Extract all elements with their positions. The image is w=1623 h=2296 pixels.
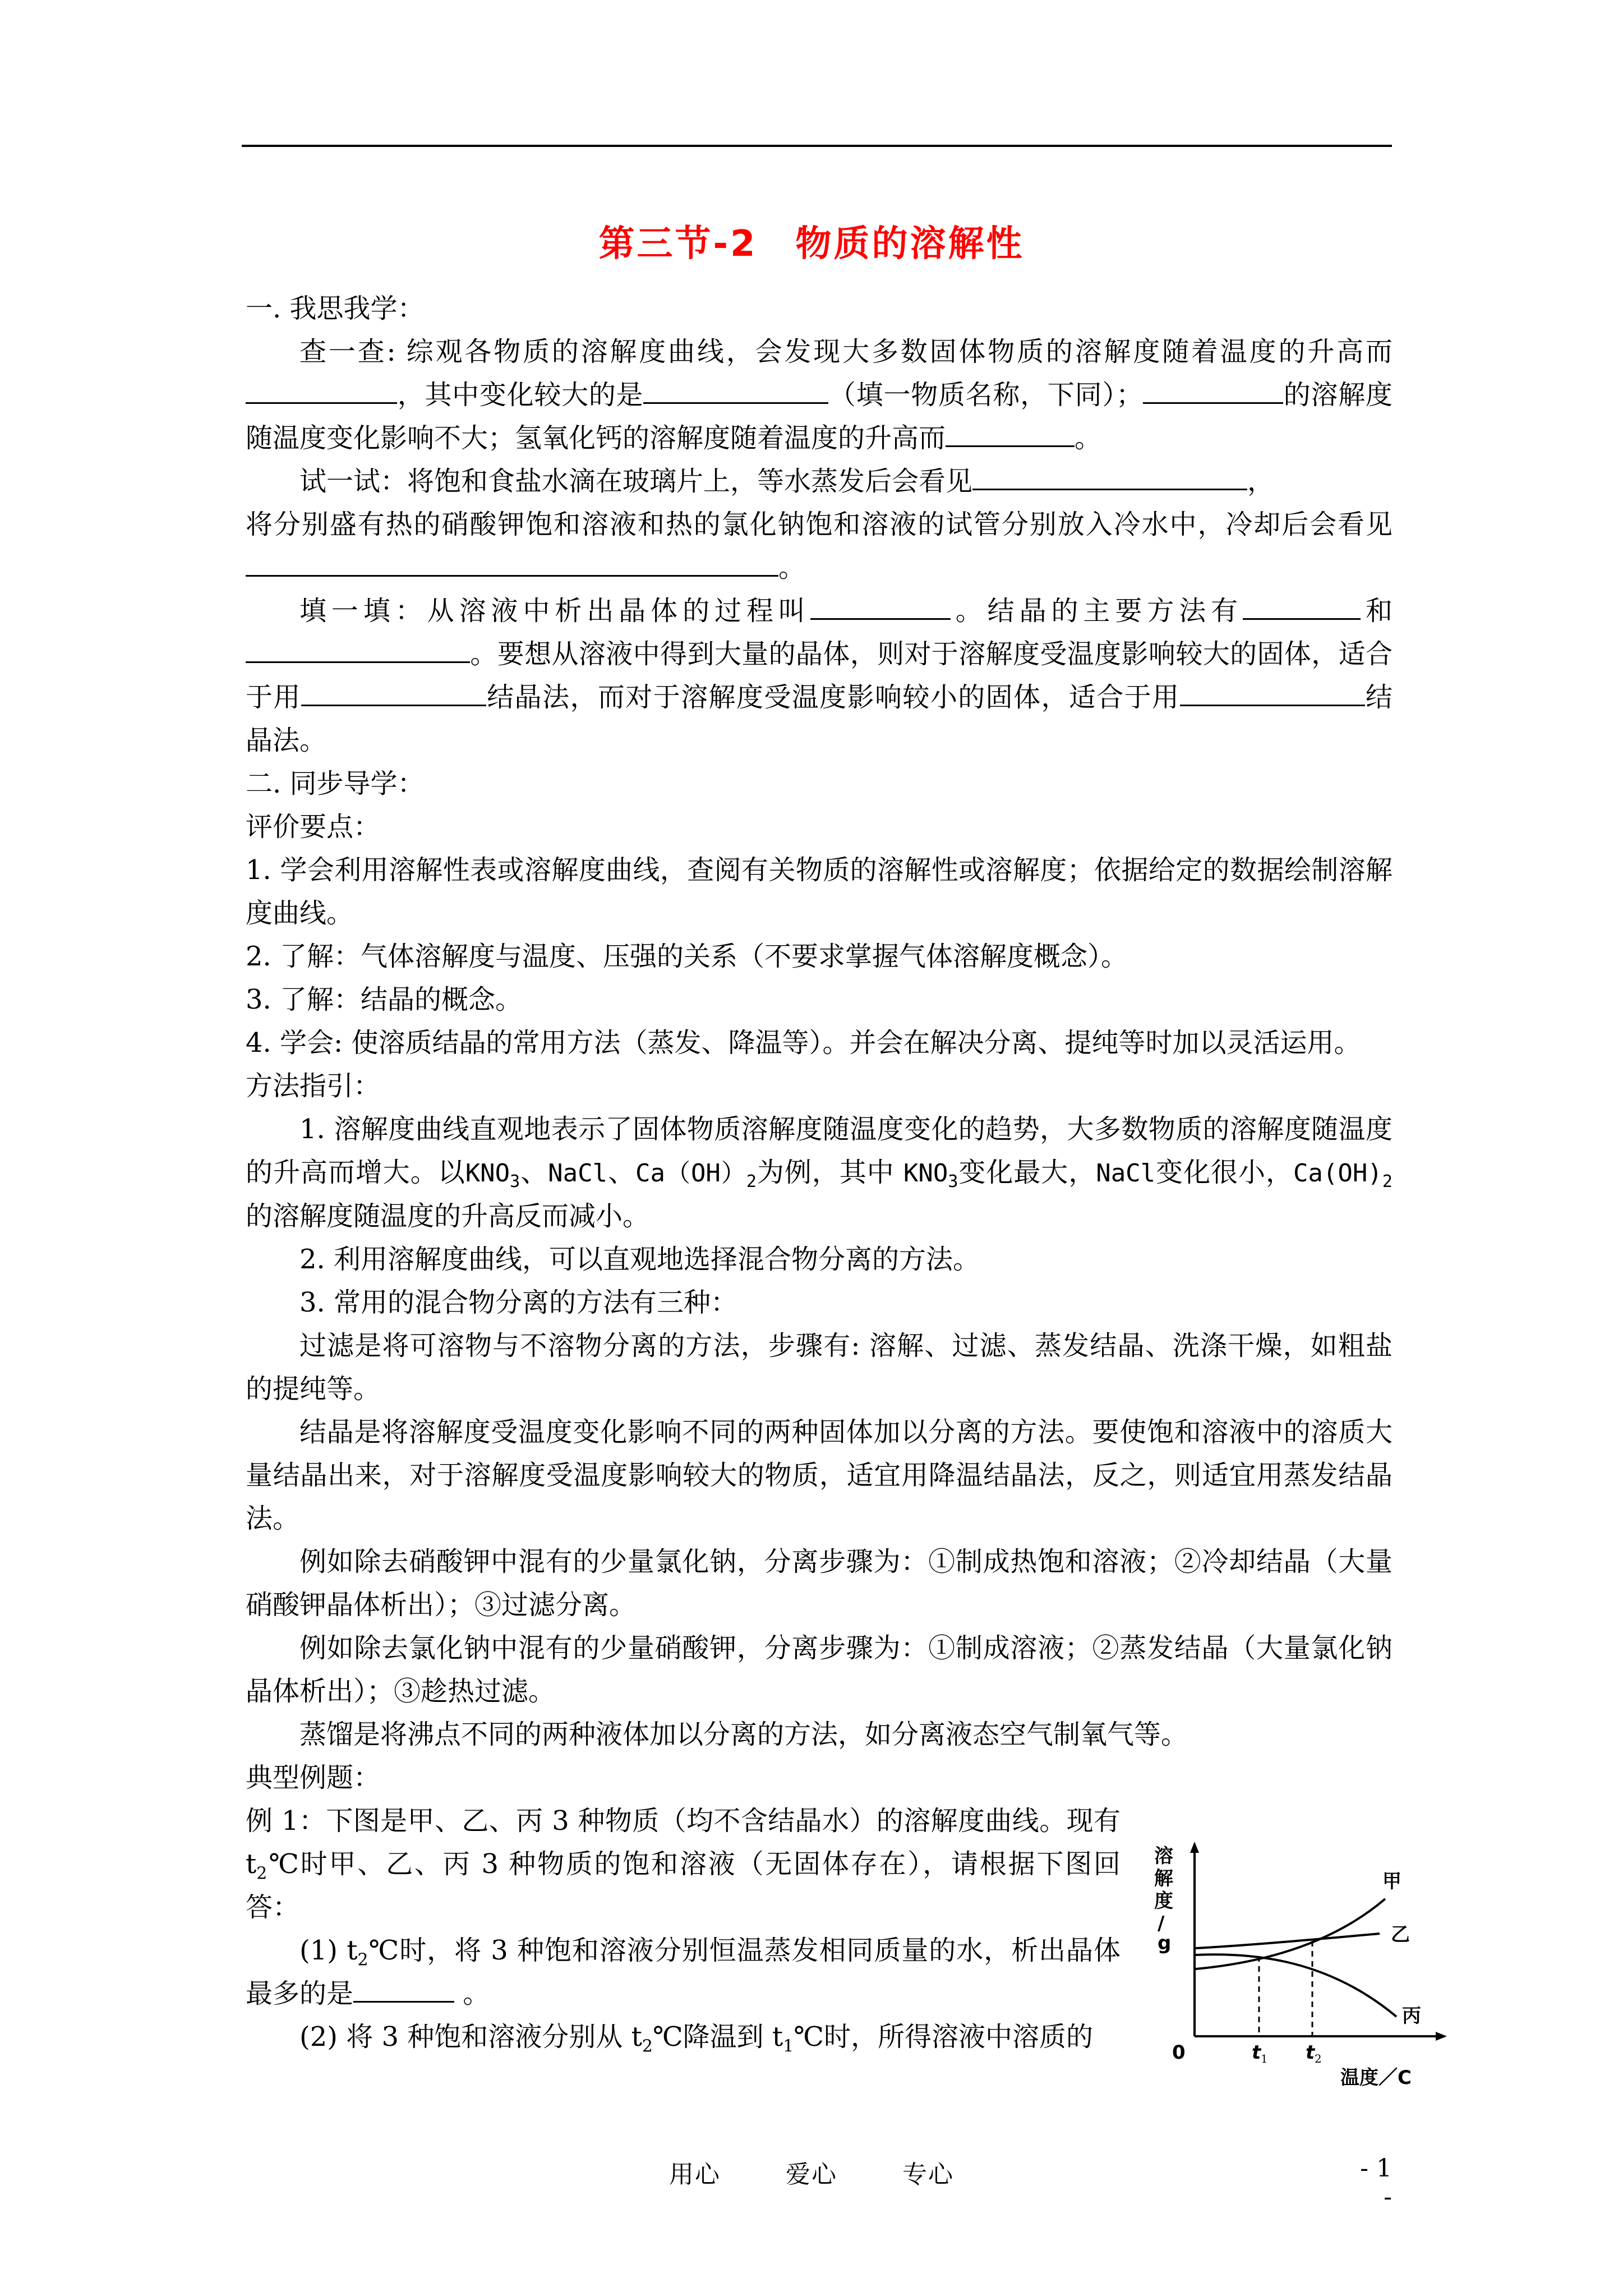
answer-blank[interactable] [1180,679,1365,706]
question-2-text-a: (2) 将 3 种饱和溶液分别从 t [299,2021,642,2053]
answer-blank[interactable] [301,679,486,706]
answer-blank[interactable] [246,636,470,663]
curve-bing [1196,1954,1396,2017]
section1-heading: 一. 我思我学： [246,293,425,324]
answer-blank[interactable] [972,463,1247,490]
header-rule [242,145,1392,147]
distill-paragraph: 蒸馏是将沸点不同的两种液体加以分离的方法，如分离液态空气制氧气等。 [299,1719,1188,1750]
eval-point: 3. 了解：结晶的概念。 [246,984,523,1015]
x-axis-label: 温度／C [1340,2067,1412,2089]
answer-blank[interactable] [1243,592,1361,620]
fill-text-f: 结晶法。 [246,682,1393,756]
formula-kno3-base: KNO [903,1159,948,1188]
paragraph-fill [246,590,1393,762]
formula-caoh-base: Ca（OH） [635,1159,746,1188]
example-1-block [246,1800,1121,2059]
subscript: 1 [783,2036,794,2056]
formula-caoh2-base: Ca(OH) [1293,1159,1382,1188]
formula-kno3 [465,1159,520,1191]
answer-blank[interactable] [246,549,778,577]
answer-blank[interactable] [246,376,397,404]
formula-subscript: 2 [746,1171,757,1191]
fill-text-c: 和 [1361,595,1393,627]
answer-blank[interactable] [643,376,828,404]
eval-heading: 评价要点： [246,811,381,843]
formula-subscript: 3 [948,1171,958,1191]
formula-caoh [635,1159,757,1191]
eval-point: 4. 学会: 使溶质结晶的常用方法（蒸发、降温等）。并会在解决分离、提纯等时加以灵活运用。 [246,1027,1361,1059]
method-1-text-a: 1. 溶解度曲线直观地表示了固体物质溶解度随温度变化的趋势，大多数物质的溶解度随温度的升高而增大。以 [246,1114,1393,1188]
paragraph-try [246,460,1393,503]
method-1-text-e: 变化最大， [958,1157,1096,1188]
method-heading: 方法指引： [246,1070,381,1102]
formula-nacl: NaCl [548,1159,608,1188]
curve-yi [1196,1934,1380,1948]
solubility-curve-figure [1144,1837,1458,2090]
answer-blank[interactable] [946,420,1075,447]
t2-subscript: 2 [1315,2052,1322,2065]
fill-text-d: 。要想从溶液中得到大量的晶体，则对于溶解度受温度影响较大的固体，适合于用 [246,638,1393,713]
method-2: 2. 利用溶解度曲线，可以直观地选择混合物分离的方法。 [299,1244,980,1275]
try-text-c: 将分别盛有热的硝酸钾饱和溶液和热的氯化钠饱和溶液的试管分别放入冷水中，冷却后会看见 [246,509,1393,540]
filter-paragraph: 过滤是将可溶物与不溶物分离的方法，步骤有: 溶解、过滤、蒸发结晶、洗涤干燥，如粗盐的提纯等。 [246,1330,1393,1405]
check-text-a: : 综观各物质的溶解度曲线，会发现大多数固体物质的溶解度随着温度的升高而 [386,336,1393,367]
y-axis-arrow [1190,1842,1199,1853]
question-2-text-b: ℃降温到 t [652,2021,783,2053]
fill-text-b: 。结晶的主要方法有 [950,595,1243,627]
check-text-e: 。 [1075,422,1102,454]
page-title: 第三节-2 物质的溶解性 [598,223,1025,265]
eval-point: 1. 学会利用溶解性表或溶解度曲线，查阅有关物质的溶解性或溶解度；依据给定的数据绘制溶解度曲线。 [246,854,1393,929]
separator: 、 [607,1157,636,1188]
check-text-b: ，其中变化较大的是 [397,379,644,411]
question-1-text-c: 。 [463,1978,490,2009]
y-axis-label [1154,1845,1173,1954]
footer-word: 用心 [669,2160,721,2189]
footer-word: 专心 [902,2160,954,2189]
example-1-stem [246,1800,1121,1929]
curve-jia [1196,1899,1385,1969]
answer-blank[interactable] [810,592,951,620]
subscript: 2 [642,2036,653,2056]
label-jia: 甲 [1382,1870,1401,1893]
typical-heading: 典型例题： [246,1762,381,1793]
question-1 [246,1929,1121,2016]
crystal-paragraph: 结晶是将溶解度受温度变化影响不同的两种固体加以分离的方法。要使饱和溶液中的溶质大量结晶出来，对于溶解度受温度影响较大的物质，适宜用降温结晶法，反之，则适宜用蒸发结晶法。 [246,1416,1393,1534]
question-1-text-b: ℃时，将 3 种饱和溶液分别恒温蒸发相同质量的水，析出晶体最多的是 [246,1935,1121,2009]
paragraph-check [246,330,1393,460]
question-2-text-c: ℃时，所得溶液中溶质的 [794,2021,1093,2053]
try-text-a: 试一试：将饱和食盐水滴在玻璃片上，等水蒸发后会看见 [299,466,973,497]
example-paragraph: 例如除去氯化钠中混有的少量硝酸钾，分离步骤为：①制成溶液；②蒸发结晶（大量氯化钠晶体析出）；③趁热过滤。 [246,1632,1393,1707]
formula-subscript: 2 [1382,1171,1393,1191]
t1-label: t [1252,2041,1261,2064]
example-1-text-b: ℃时甲、乙、丙 3 种物质的饱和溶液（无固体存在），请根据下图回答： [246,1848,1121,1923]
section2-heading: 二. 同步导学： [246,768,425,799]
check-label: 查一查 [299,336,387,367]
check-text-d: 的溶解度随温度变化影响不大；氢氧化钙的溶解度随着温度的升高而 [246,379,1393,454]
method-1-text-d: 为例，其中 [756,1157,895,1188]
y-label-char: 解 [1154,1867,1173,1890]
label-bing: 丙 [1402,2005,1421,2027]
y-label-char: g [1158,1932,1172,1954]
try-text-b: ， [1247,466,1275,497]
formula-caoh2 [1293,1159,1393,1191]
subscript: 2 [256,1864,268,1884]
answer-blank[interactable] [1143,376,1283,404]
method-3: 3. 常用的混合物分离的方法有三种： [299,1287,738,1318]
question-1-text-a: (1) t [299,1935,358,1966]
answer-blank[interactable] [353,1975,454,2003]
formula-kno3-base: KNO [465,1159,510,1188]
method-1-text-g: 的溶解度随温度的升高反而减小。 [246,1200,650,1232]
method-1 [246,1108,1393,1238]
method-1-text-f: 变化很小， [1155,1157,1293,1188]
y-label-char: 度 [1154,1890,1173,1912]
separator: 、 [520,1157,548,1188]
formula-nacl: NaCl [1096,1159,1156,1188]
check-text-c: （填一物质名称，下同）； [828,379,1144,411]
formula-subscript: 3 [510,1171,520,1191]
question-2 [246,2016,1121,2059]
try-text-d: 。 [778,552,806,583]
document-body [246,287,1393,2059]
t1-subscript: 1 [1261,2052,1268,2065]
x-axis-arrow [1436,2032,1447,2041]
subscript: 2 [357,1950,368,1970]
footer-word: 爱心 [786,2160,837,2189]
t2-label: t [1306,2041,1315,2064]
page-number: - 1 - [1360,2154,1392,2211]
fill-text-e: 结晶法，而对于溶解度受温度影响较小的固体，适合于用 [486,682,1180,713]
origin-label: 0 [1172,2041,1186,2064]
label-yi: 乙 [1391,1924,1410,1946]
y-label-char: 溶 [1154,1845,1173,1867]
formula-kno3 [903,1159,958,1191]
paragraph-try-cont [246,503,1393,590]
fill-text-a: 填一填：从溶液中析出晶体的过程叫 [299,595,810,627]
eval-point: 2. 了解：气体溶解度与温度、压强的关系（不要求掌握气体溶解度概念）。 [246,941,1128,972]
example-1-text-a: 例 1：下图是甲、乙、丙 3 种物质（均不含结晶水）的溶解度曲线。现有 t [246,1805,1121,1880]
y-label-char: / [1158,1912,1165,1935]
example-paragraph: 例如除去硝酸钾中混有的少量氯化钠，分离步骤为：①制成热饱和溶液；②冷却结晶（大量硝酸钾晶体析出）；③过滤分离。 [246,1546,1393,1621]
